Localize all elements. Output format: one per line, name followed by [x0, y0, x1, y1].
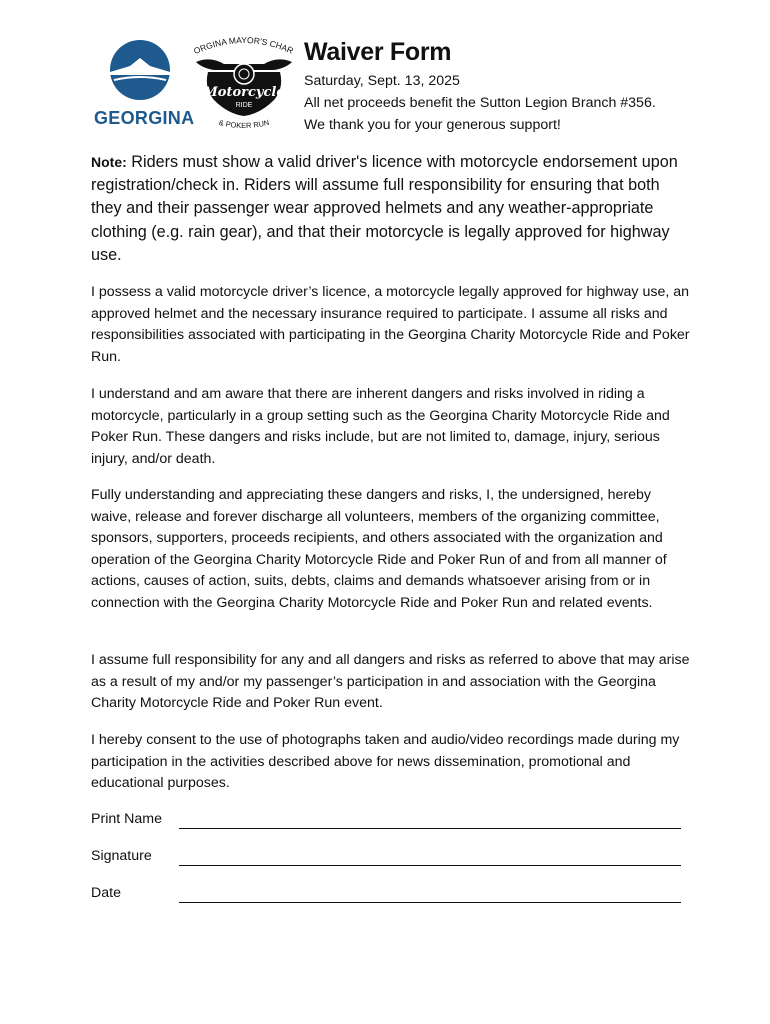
georgina-emblem-icon: [90, 36, 190, 106]
waiver-paragraph: I hereby consent to the use of photographs taken and audio/video recordings made during my participation in the activities described above for news dissemination, promotional and educational purposes.: [91, 732, 680, 791]
date-label: Date: [91, 885, 121, 901]
charity-bottom-text: & POKER RUN: [217, 117, 271, 131]
svg-text:& POKER RUN: [218, 118, 270, 130]
signature-line[interactable]: [179, 865, 681, 866]
georgina-logo: [90, 36, 195, 134]
page-title: Waiver Form: [304, 38, 452, 66]
benefit-line: All net proceeds benefit the Sutton Legion Branch #356.: [304, 95, 656, 111]
print-name-field: [91, 811, 681, 833]
date-field: [91, 885, 681, 907]
charity-ride-text: RIDE: [235, 102, 253, 109]
charity-ride-logo: [190, 36, 298, 134]
print-name-line[interactable]: [179, 828, 681, 829]
note-label: Note:: [91, 154, 127, 170]
thanks-line: We thank you for your generous support!: [304, 117, 561, 133]
waiver-paragraph: I possess a valid motorcycle driver’s licence, a motorcycle legally approved for highway use, an approved helmet and the necessary insurance required to participate. I assume all risks and responsibilities associated with participating in the Georgina Charity Motorcycle Ride and Poker Run.: [91, 284, 690, 365]
signature-label: Signature: [91, 848, 152, 864]
waiver-paragraph: Fully understanding and appreciating these dangers and risks, I, the undersigned, hereby waive, release and forever discharge all volunteers, members of the organizing committee, sponsors, supporters, proceeds recipients, and others associated with the organization and operation of the Georgina Charity Motorcycle Ride and Poker Run of and from all manner of actions, causes of action, suits, debts, claims and demands whatsoever arising from or in connection with the Georgina Charity Motorcycle Ride and Poker Run and related events.: [91, 487, 667, 611]
waiver-paragraph: I understand and am aware that there are inherent dangers and risks involved in riding a motorcycle, particularly in a group setting such as the Georgina Charity Motorcycle Ride and Poker Run. These dangers and risks include, but are not limited to, damage, injury, serious injury, and/or death.: [91, 386, 670, 467]
note-text: Riders must show a valid driver's licence with motorcycle endorsement upon registration/check in. Riders will assume full responsibility for ensuring that both they and their passenger wear approved helmets and any weather-appropriate clothing (e.g. rain gear), and that their motorcycle is legally approved for highway use.: [91, 153, 678, 264]
charity-script-text: Motorcycle: [203, 85, 285, 100]
note-paragraph: [91, 151, 691, 267]
georgina-wordmark: GEORGINA: [94, 108, 195, 128]
event-date: Saturday, Sept. 13, 2025: [304, 73, 460, 89]
svg-text:GEORGINA MAYOR'S CHARITY: [190, 36, 295, 56]
charity-top-text: ORGINA MAYOR'S CHAR: [192, 36, 295, 57]
signature-field: [91, 848, 681, 870]
motorcycle-emblem-icon: [190, 36, 298, 134]
logo-area: [90, 36, 300, 134]
date-line[interactable]: [179, 902, 681, 903]
waiver-paragraph: I assume full responsibility for any and all dangers and risks as referred to above that may arise as a result of my and/or my passenger’s participation in and association with the Georgina Charity Motorcycle Ride and Poker Run event.: [91, 652, 690, 711]
print-name-label: Print Name: [91, 811, 162, 827]
